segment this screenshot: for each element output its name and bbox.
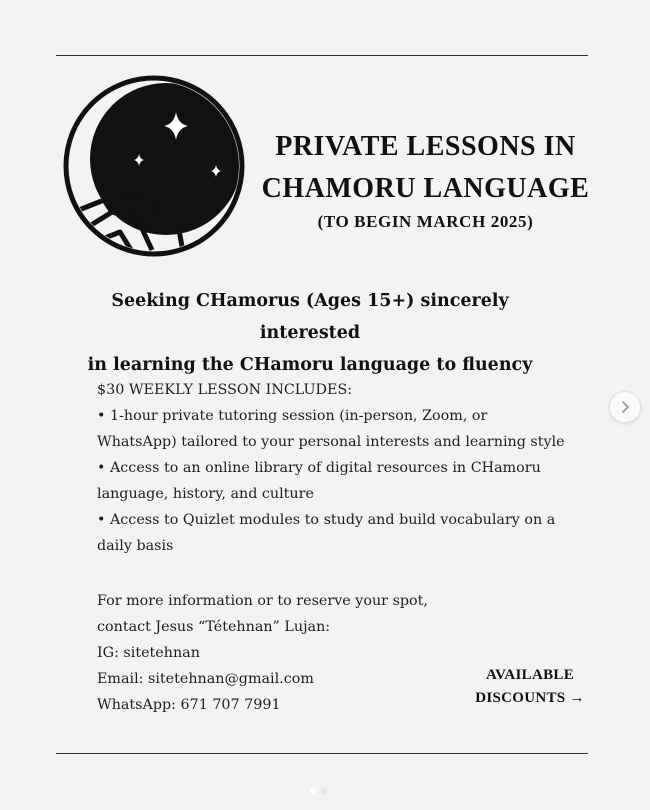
contact-whatsapp: WhatsApp: 671 707 7991 (97, 697, 281, 713)
lesson-line: • Access to an online library of digital resources in CHamoru (97, 460, 541, 476)
tagline-line-1: Seeking CHamorus (Ages 15+) sincerely interested (111, 291, 509, 343)
lesson-line: • 1-hour private tutoring session (in-person, Zoom, or (97, 408, 488, 424)
bottom-divider (56, 753, 588, 754)
next-slide-button[interactable] (609, 391, 641, 423)
contact-email: Email: sitetehnan@gmail.com (97, 671, 314, 687)
spacer (97, 559, 567, 588)
contact-line: For more information or to reserve your spot, (97, 593, 428, 609)
available-discounts (470, 664, 590, 710)
moon-stars-logo-icon (60, 72, 248, 260)
carousel-dot[interactable] (321, 788, 327, 794)
top-divider (56, 55, 588, 56)
chevron-right-icon (618, 400, 632, 414)
title-line-2: CHAMORU LANGUAGE (261, 173, 590, 204)
contact-instagram: IG: sitetehnan (97, 645, 200, 661)
contact-line: contact Jesus “Tétehnan” Lujan: (97, 619, 331, 635)
lesson-line: WhatsApp) tailored to your personal interests and learning style (97, 434, 565, 450)
title-line-1: PRIVATE LESSONS IN (275, 131, 576, 162)
lesson-heading: $30 WEEKLY LESSON INCLUDES: (97, 382, 353, 398)
title-block (258, 126, 593, 232)
carousel-dot[interactable] (310, 788, 316, 794)
tagline (60, 285, 560, 381)
discounts-line-1: AVAILABLE (485, 667, 575, 683)
carousel-dots (310, 788, 327, 794)
discounts-line-2: DISCOUNTS → (475, 690, 585, 706)
lesson-line: language, history, and culture (97, 486, 314, 502)
lesson-line: • Access to Quizlet modules to study and build vocabulary on a (97, 512, 556, 528)
tagline-line-2: in learning the CHamoru language to fluency (87, 355, 533, 375)
lesson-line: daily basis (97, 538, 174, 554)
subtitle: (TO BEGIN MARCH 2025) (317, 212, 534, 231)
